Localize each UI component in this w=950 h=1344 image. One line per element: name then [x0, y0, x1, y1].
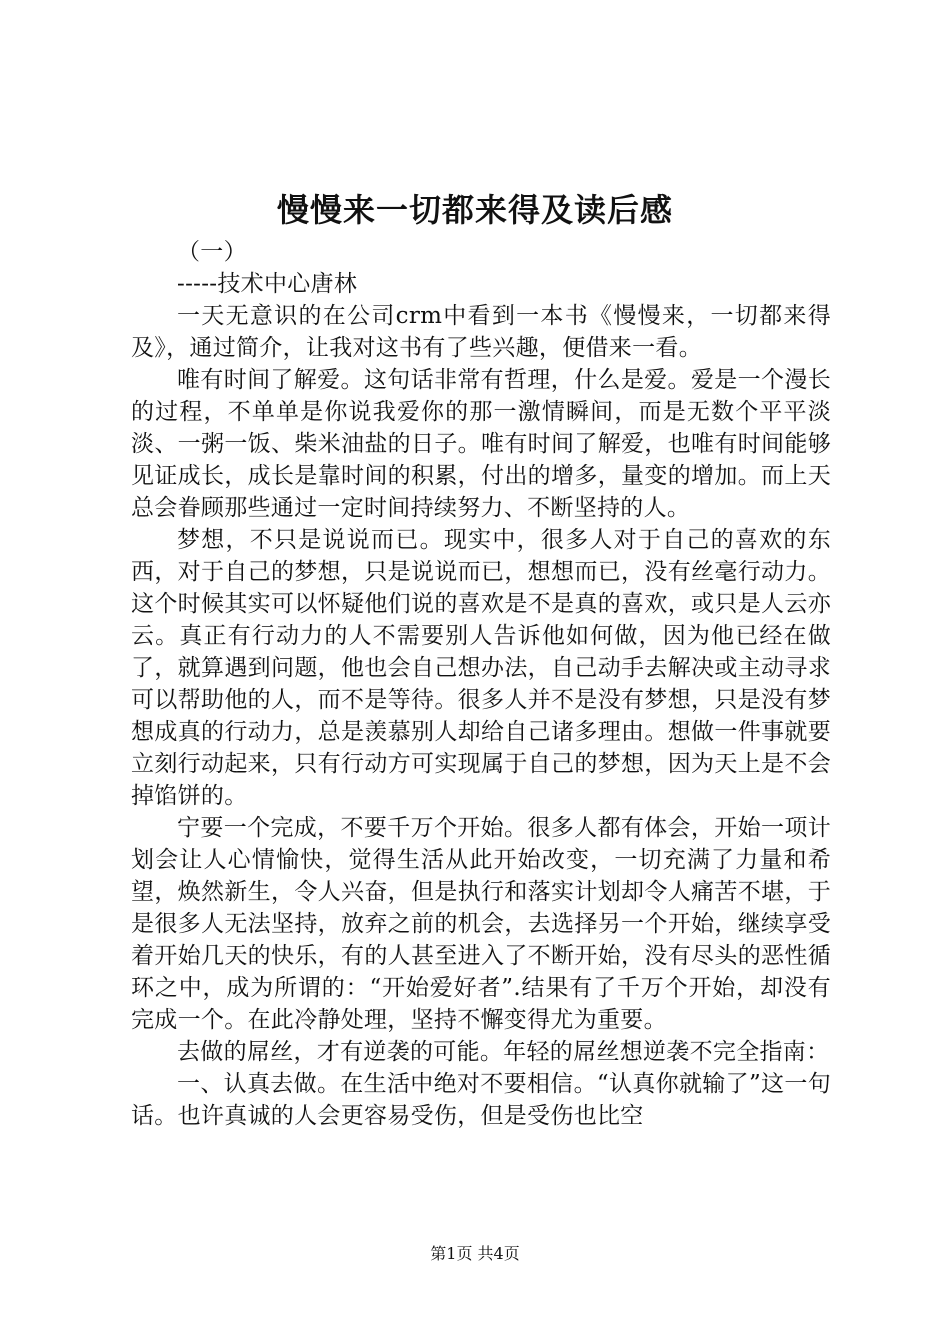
paragraph: 梦想，不只是说说而已。现实中，很多人对于自己的喜欢的东西，对于自己的梦想，只是说说而已，想想而已，没有丝毫行动力。这个时候其实可以怀疑他们说的喜欢是不是真的喜欢，或只是人云亦云。真正有行动力的人不需要别人告诉他如何做，因为他已经在做了，就算遇到问题，他也会自己想办法，自己动手去解决或主动寻求可以帮助他的人，而不是等待。很多人并不是没有梦想，只是没有梦想成真的行动力，总是羡慕别人却给自己诸多理由。想做一件事就要立刻行动起来，只有行动方可实现属于自己的梦想，因为天上是不会掉馅饼的。 [131, 527, 831, 809]
author-line: -----技术中心唐林 [177, 271, 358, 297]
section-label: （一） [177, 239, 247, 265]
page-footer: 第1页 共4页 [430, 1244, 520, 1263]
paragraph: 宁要一个完成，不要千万个开始。很多人都有体会，开始一项计划会让人心情愉快，觉得生活从此开始改变，一切充满了力量和希望，焕然新生，令人兴奋，但是执行和落实计划却令人痛苦不堪，于是很多人无法坚持，放弃之前的机会，去选择另一个开始，继续享受着开始几天的快乐，有的人甚至进入了不断开始，没有尽头的恶性循环之中，成为所谓的：“开始爱好者”.结果有了千万个开始，却没有完成一个。在此冷静处理，坚持不懈变得尤为重要。 [131, 815, 831, 1033]
document-title: 慢慢来一切都来得及读后感 [276, 191, 673, 229]
paragraph: 去做的屌丝，才有逆袭的可能。年轻的屌丝想逆袭不完全指南： [177, 1039, 830, 1065]
document-body [131, 236, 831, 1132]
paragraph: 唯有时间了解爱。这句话非常有哲理，什么是爱。爱是一个漫长的过程，不单单是你说我爱你的那一激情瞬间，而是无数个平平淡淡、一粥一饭、柴米油盐的日子。唯有时间了解爱，也唯有时间能够见证成长，成长是靠时间的积累，付出的增多，量变的增加。而上天总会眷顾那些通过一定时间持续努力、不断坚持的人。 [131, 367, 831, 521]
paragraph: 一天无意识的在公司crm中看到一本书《慢慢来，一切都来得及》，通过简介，让我对这书有了些兴趣，便借来一看。 [131, 303, 831, 361]
paragraph: 一、认真去做。在生活中绝对不要相信。“认真你就输了”这一句话。也许真诚的人会更容易受伤，但是受伤也比空 [131, 1071, 831, 1129]
